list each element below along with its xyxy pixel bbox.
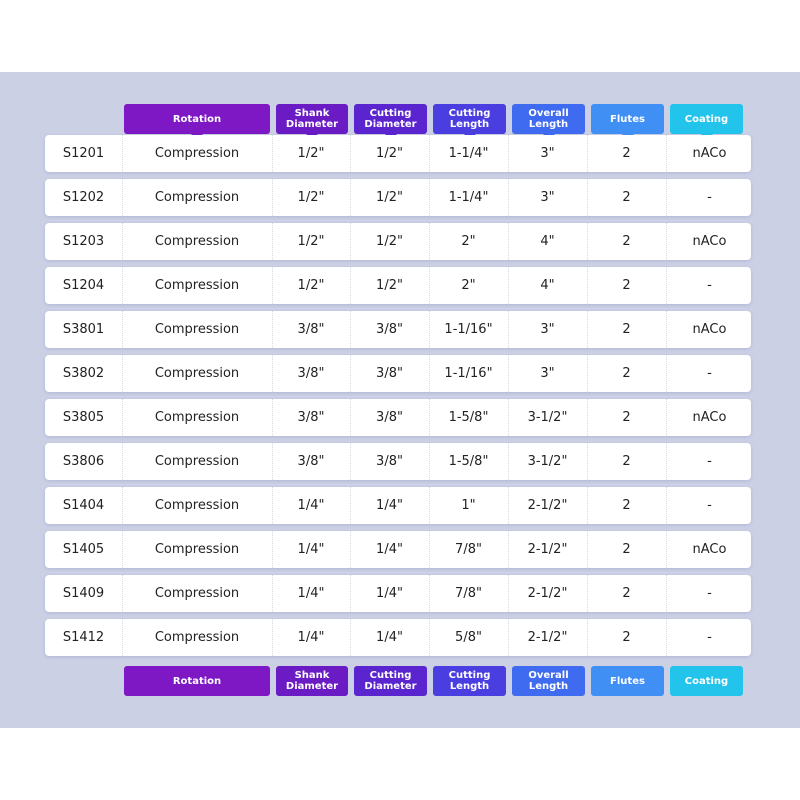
shank-diameter-cell: 1/2" <box>272 223 349 260</box>
rotation-cell: Compression <box>122 179 271 216</box>
sku-cell: S1409 <box>62 586 105 601</box>
overall-length-cell: 2-1/2" <box>508 531 586 568</box>
table-row <box>45 531 751 568</box>
overall-length-cell: 3-1/2" <box>508 399 586 436</box>
cutting-diameter-cell: 1/2" <box>350 223 428 260</box>
cutting-length-cell: 7/8" <box>429 575 507 612</box>
footer-shank-diameter <box>276 666 348 696</box>
cutting-diameter-cell: 1/4" <box>350 487 428 524</box>
header-label: Flutes <box>610 675 645 687</box>
sku-cell: S1204 <box>62 278 105 293</box>
coating-cell: nACo <box>666 223 752 260</box>
coating-cell: nACo <box>666 135 752 172</box>
cutting-length-cell: 5/8" <box>429 619 507 656</box>
rotation-cell: Compression <box>122 619 271 656</box>
rotation-cell: Compression <box>122 355 271 392</box>
rotation-cell: Compression <box>122 223 271 260</box>
shank-diameter-cell: 3/8" <box>272 311 349 348</box>
footer-coating <box>670 666 743 696</box>
column-header-row-bottom <box>0 666 800 698</box>
sku-cell: S3805 <box>62 410 105 425</box>
sku-cell: S1203 <box>62 234 105 249</box>
table-row <box>45 487 751 524</box>
shank-diameter-cell: 3/8" <box>272 399 349 436</box>
shank-diameter-cell: 1/2" <box>272 135 349 172</box>
rotation-cell: Compression <box>122 267 271 304</box>
flutes-cell: 2 <box>587 399 665 436</box>
header-label: Cutting Length <box>448 108 491 130</box>
shank-diameter-cell: 1/2" <box>272 267 349 304</box>
coating-cell: - <box>666 355 752 392</box>
flutes-cell: 2 <box>587 179 665 216</box>
coating-cell: - <box>666 575 752 612</box>
header-coating <box>670 104 743 134</box>
cutting-diameter-cell: 1/2" <box>350 179 428 216</box>
overall-length-cell: 2-1/2" <box>508 487 586 524</box>
cutting-length-cell: 7/8" <box>429 531 507 568</box>
coating-cell: - <box>666 443 752 480</box>
table-row <box>45 355 751 392</box>
cutting-diameter-cell: 1/4" <box>350 619 428 656</box>
table-row <box>45 443 751 480</box>
table-body <box>45 135 751 663</box>
table-row <box>45 575 751 612</box>
footer-overall-length <box>512 666 585 696</box>
sku-cell: S3802 <box>62 366 105 381</box>
flutes-cell: 2 <box>587 311 665 348</box>
cutting-diameter-cell: 3/8" <box>350 443 428 480</box>
cutting-length-cell: 1-1/16" <box>429 355 507 392</box>
cutting-diameter-cell: 1/4" <box>350 575 428 612</box>
sku-cell: S1201 <box>62 146 105 161</box>
footer-rotation <box>124 666 270 696</box>
header-label: Coating <box>684 675 729 687</box>
rotation-cell: Compression <box>122 575 271 612</box>
cutting-diameter-cell: 1/4" <box>350 531 428 568</box>
coating-cell: nACo <box>666 311 752 348</box>
table-row <box>45 311 751 348</box>
flutes-cell: 2 <box>587 355 665 392</box>
header-label: Cutting Diameter <box>364 108 417 130</box>
column-header-row-top <box>0 104 800 136</box>
overall-length-cell: 3" <box>508 179 586 216</box>
cutting-diameter-cell: 3/8" <box>350 355 428 392</box>
sku-cell: S1412 <box>62 630 105 645</box>
header-cutting-length <box>433 104 506 134</box>
cutting-diameter-cell: 1/2" <box>350 135 428 172</box>
rotation-cell: Compression <box>122 311 271 348</box>
cutting-length-cell: 1-1/4" <box>429 179 507 216</box>
header-cutting-diameter <box>354 104 427 134</box>
cutting-diameter-cell: 3/8" <box>350 311 428 348</box>
shank-diameter-cell: 1/4" <box>272 575 349 612</box>
cutting-length-cell: 2" <box>429 223 507 260</box>
flutes-cell: 2 <box>587 267 665 304</box>
rotation-cell: Compression <box>122 399 271 436</box>
sku-cell: S1405 <box>62 542 105 557</box>
header-rotation <box>124 104 270 134</box>
overall-length-cell: 3" <box>508 311 586 348</box>
header-overall-length <box>512 104 585 134</box>
overall-length-cell: 3" <box>508 135 586 172</box>
table-row <box>45 619 751 656</box>
rotation-cell: Compression <box>122 487 271 524</box>
cutting-length-cell: 1-5/8" <box>429 443 507 480</box>
flutes-cell: 2 <box>587 223 665 260</box>
overall-length-cell: 3" <box>508 355 586 392</box>
overall-length-cell: 3-1/2" <box>508 443 586 480</box>
coating-cell: - <box>666 487 752 524</box>
shank-diameter-cell: 3/8" <box>272 443 349 480</box>
header-label: Shank Diameter <box>285 670 339 692</box>
cutting-length-cell: 2" <box>429 267 507 304</box>
overall-length-cell: 4" <box>508 223 586 260</box>
coating-cell: - <box>666 179 752 216</box>
overall-length-cell: 2-1/2" <box>508 619 586 656</box>
table-row <box>45 399 751 436</box>
table-row <box>45 179 751 216</box>
overall-length-cell: 4" <box>508 267 586 304</box>
header-shank-diameter <box>276 104 348 134</box>
flutes-cell: 2 <box>587 575 665 612</box>
coating-cell: nACo <box>666 399 752 436</box>
shank-diameter-cell: 1/2" <box>272 179 349 216</box>
sku-cell: S3801 <box>62 322 105 337</box>
cutting-length-cell: 1-1/4" <box>429 135 507 172</box>
sku-cell: S1404 <box>62 498 105 513</box>
flutes-cell: 2 <box>587 619 665 656</box>
cutting-length-cell: 1-5/8" <box>429 399 507 436</box>
flutes-cell: 2 <box>587 531 665 568</box>
header-label: Shank Diameter <box>285 108 339 130</box>
header-flutes <box>591 104 664 134</box>
coating-cell: - <box>666 267 752 304</box>
shank-diameter-cell: 1/4" <box>272 487 349 524</box>
coating-cell: nACo <box>666 531 752 568</box>
header-label: Flutes <box>610 113 645 125</box>
header-label: Cutting Length <box>448 670 491 692</box>
overall-length-cell: 2-1/2" <box>508 575 586 612</box>
shank-diameter-cell: 3/8" <box>272 355 349 392</box>
cutting-diameter-cell: 1/2" <box>350 267 428 304</box>
header-label: Rotation <box>172 675 222 687</box>
header-label: Overall Length <box>528 108 569 130</box>
coating-cell: - <box>666 619 752 656</box>
flutes-cell: 2 <box>587 135 665 172</box>
footer-flutes <box>591 666 664 696</box>
header-label: Overall Length <box>528 670 569 692</box>
table-row <box>45 267 751 304</box>
footer-cutting-diameter <box>354 666 427 696</box>
table-row <box>45 223 751 260</box>
header-label: Rotation <box>172 113 222 125</box>
cutting-length-cell: 1-1/16" <box>429 311 507 348</box>
flutes-cell: 2 <box>587 487 665 524</box>
cutting-length-cell: 1" <box>429 487 507 524</box>
cutting-diameter-cell: 3/8" <box>350 399 428 436</box>
header-label: Coating <box>684 113 729 125</box>
rotation-cell: Compression <box>122 135 271 172</box>
footer-cutting-length <box>433 666 506 696</box>
header-label: Cutting Diameter <box>364 670 417 692</box>
flutes-cell: 2 <box>587 443 665 480</box>
shank-diameter-cell: 1/4" <box>272 531 349 568</box>
table-row <box>45 135 751 172</box>
shank-diameter-cell: 1/4" <box>272 619 349 656</box>
sku-cell: S1202 <box>62 190 105 205</box>
sku-cell: S3806 <box>62 454 105 469</box>
rotation-cell: Compression <box>122 531 271 568</box>
rotation-cell: Compression <box>122 443 271 480</box>
